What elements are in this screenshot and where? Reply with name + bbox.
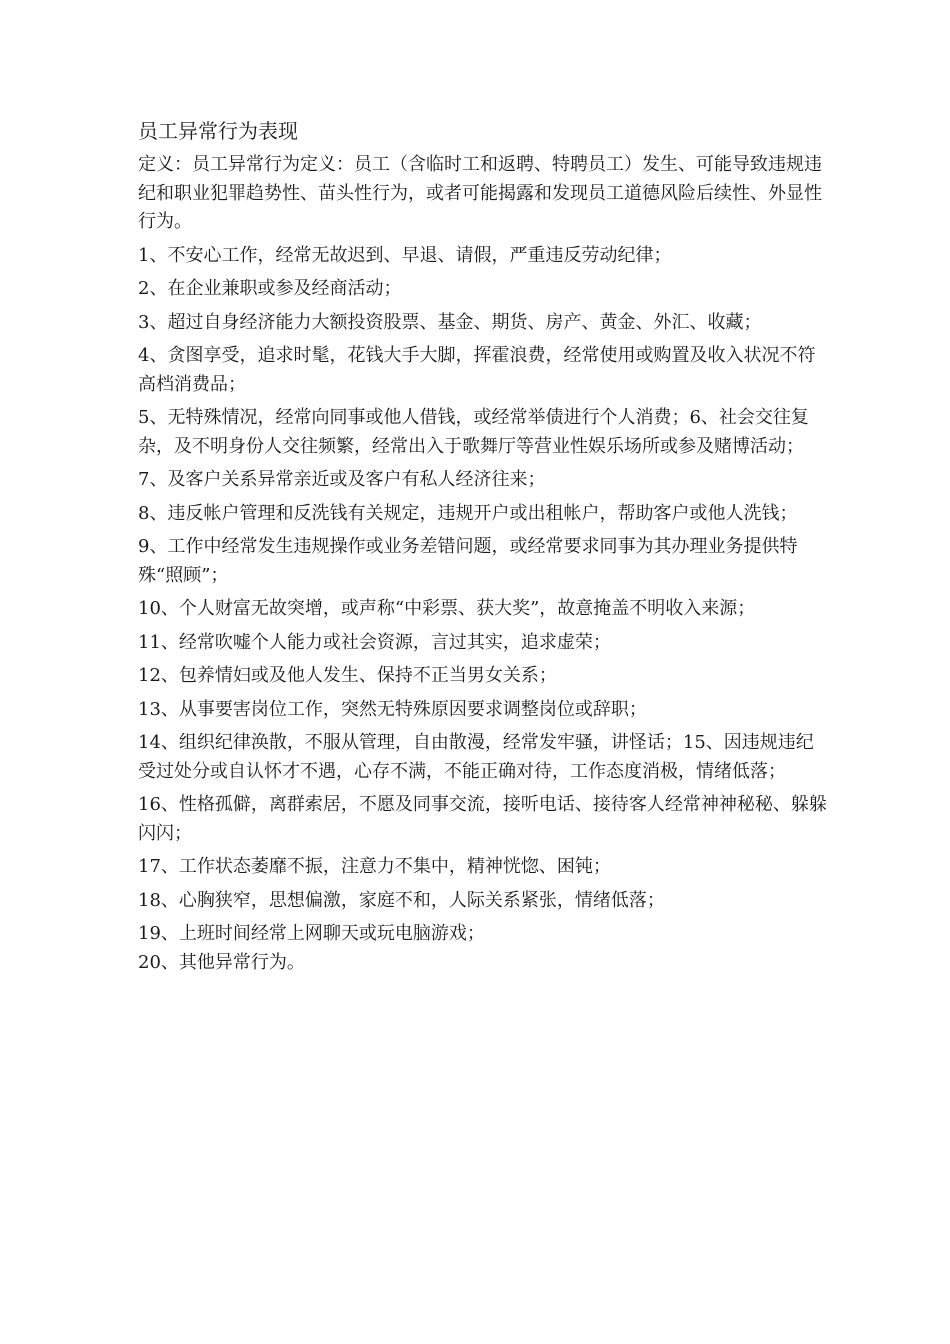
list-item: 9、工作中经常发生违规操作或业务差错问题，或经常要求同事为其办理业务提供特殊“照顾”； <box>138 536 798 586</box>
list-item: 7、及客户关系异常亲近或及客户有私人经济往来； <box>138 469 546 490</box>
list-item: 5、无特殊情况，经常向同事或他人借钱，或经常举债进行个人消费；6、社会交往复杂，及不明身份人交往频繁，经常出入于歌舞厅等营业性娱乐场所或参及赌博活动； <box>138 407 809 457</box>
list-item: 18、心胸狭窄，思想偏激，家庭不和，人际关系紧张，情绪低落； <box>138 889 665 911</box>
definition-paragraph: 定义：员工异常行为定义：员工（含临时工和返聘、特聘员工）发生、可能导致违规违纪和职业犯罪趋势性、苗头性行为，或者可能揭露和发现员工道德风险后续性、外显性行为。 <box>138 154 822 232</box>
list-item: 14、组织纪律涣散，不服从管理，自由散漫，经常发牢骚，讲怪话；15、因违规违纪受过处分或自认怀才不遇，心存不满，不能正确对待，工作态度消极，情绪低落； <box>138 732 814 782</box>
list-item: 13、从事要害岗位工作，突然无特殊原因要求调整岗位或辞职； <box>138 698 647 720</box>
list-item: 3、超过自身经济能力大额投资股票、基金、期货、房产、黄金、外汇、收藏； <box>138 311 762 333</box>
list-item: 12、包养情妇或及他人发生、保持不正当男女关系； <box>138 665 557 686</box>
list-item: 2、在企业兼职或参及经商活动； <box>138 278 402 299</box>
document-title: 员工异常行为表现 <box>138 119 298 143</box>
list-item: 19、上班时间经常上网聊天或玩电脑游戏； <box>138 923 485 944</box>
document-body <box>138 117 828 982</box>
list-item: 1、不安心工作，经常无故迟到、早退、请假，严重违反劳动纪律； <box>138 244 672 266</box>
list-item: 16、性格孤僻，离群索居，不愿及同事交流，接听电话、接待客人经常神神秘秘、躲躲闪闪； <box>138 794 827 844</box>
list-item: 11、经常吹嘘个人能力或社会资源，言过其实，追求虚荣； <box>138 631 611 653</box>
list-item: 8、违反帐户管理和反洗钱有关规定，违规开户或出租帐户，帮助客户或他人洗钱； <box>138 502 798 524</box>
list-item: 20、其他异常行为。 <box>138 951 305 973</box>
list-item: 17、工作状态萎靡不振，注意力不集中，精神恍惚、困钝； <box>138 856 611 877</box>
list-item: 10、个人财富无故突增，或声称“中彩票、获大奖”，故意掩盖不明收入来源； <box>138 598 756 619</box>
list-item: 4、贪图享受，追求时髦，花钱大手大脚，挥霍浪费，经常使用或购置及收入状况不符高档消费品； <box>138 345 816 395</box>
